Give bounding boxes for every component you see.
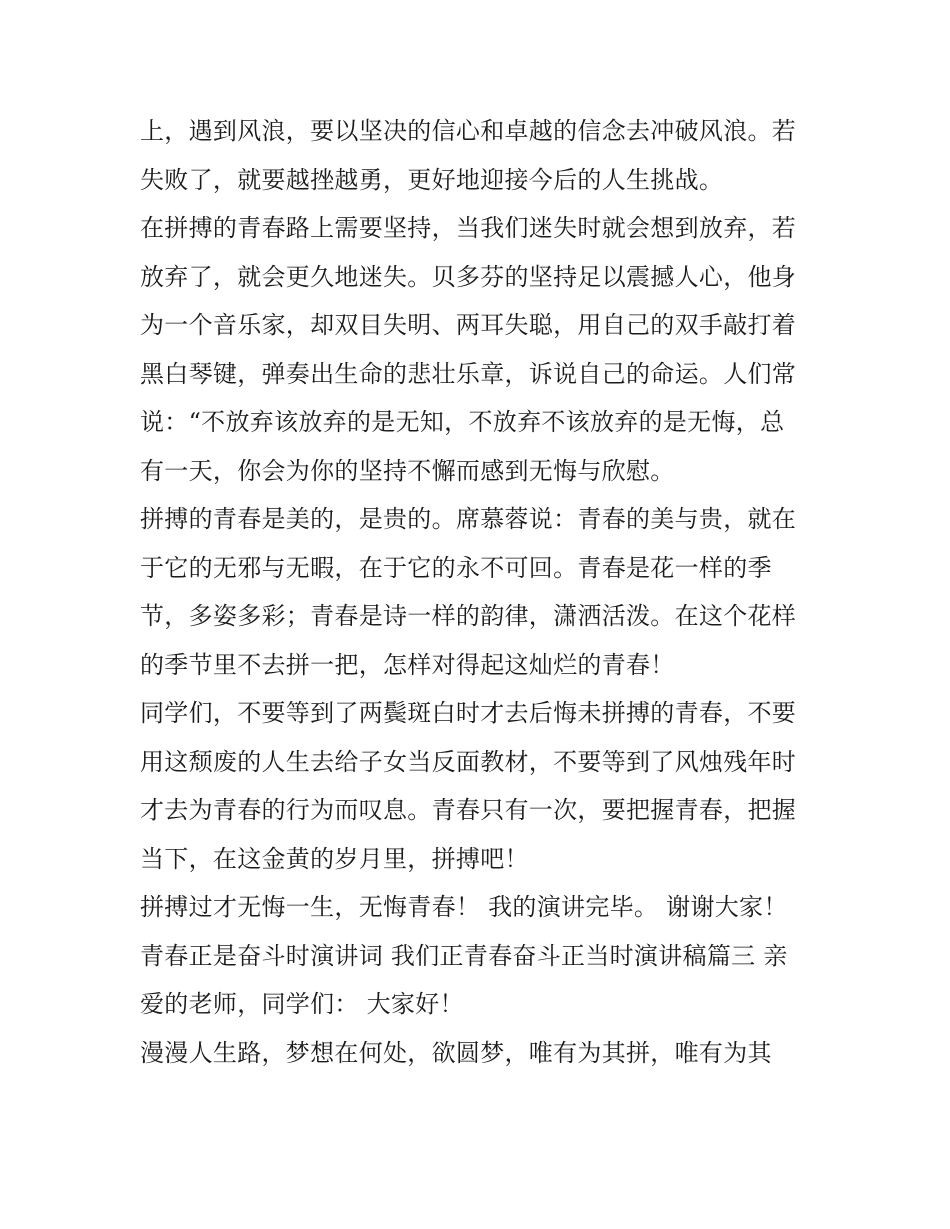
text-line: 拼搏过才无悔一生，无悔青春！ 我的演讲完毕。 谢谢大家！ xyxy=(140,893,788,921)
paragraph-1 xyxy=(140,107,830,204)
text-line: 说：“不放弃该放弃的是无知，不放弃不该放弃的是无悔，总 xyxy=(140,408,785,436)
text-line: 拼搏的青春是美的，是贵的。席慕蓉说：青春的美与贵，就在 xyxy=(140,505,797,533)
text-line: 黑白琴键，弹奏出生命的悲壮乐章，诉说自己的命运。人们常 xyxy=(140,359,797,388)
text-line: 在拼搏的青春路上需要坚持，当我们迷失时就会想到放弃，若 xyxy=(140,214,797,242)
text-line: 当下，在这金黄的岁月里，拼搏吧！ xyxy=(140,844,529,873)
text-line: 才去为青春的行为而叹息。青春只有一次，要把握青春，把握 xyxy=(140,796,797,824)
text-line: 上，遇到风浪，要以坚决的信心和卓越的信念去冲破风浪。若 xyxy=(140,117,797,145)
text-line: 节，多姿多彩；青春是诗一样的韵律，潇洒活泼。在这个花样 xyxy=(140,602,797,630)
paragraph-2 xyxy=(140,204,830,495)
text-line: 放弃了，就会更久地迷失。贝多芬的坚持足以震撼人心，他身 xyxy=(140,262,797,291)
text-line: 为一个音乐家，却双目失明、两耳失聪，用自己的双手敲打着 xyxy=(140,311,797,339)
text-line: 失败了，就要越挫越勇，更好地迎接今后的人生挑战。 xyxy=(140,165,724,194)
paragraph-7 xyxy=(140,1029,830,1078)
text-line: 青春正是奋斗时演讲词 我们正青春奋斗正当时演讲稿篇三 亲 xyxy=(140,941,788,970)
text-line: 漫漫人生路，梦想在何处，欲圆梦，唯有为其拼，唯有为其 xyxy=(140,1038,772,1067)
text-line: 于它的无邪与无暇，在于它的永不可回。青春是花一样的季 xyxy=(140,553,772,582)
paragraph-4 xyxy=(140,689,830,883)
text-line: 有一天，你会为你的坚持不懈而感到无悔与欣慰。 xyxy=(140,456,675,485)
document-body xyxy=(140,107,830,1077)
paragraph-6 xyxy=(140,932,830,1029)
text-line: 的季节里不去拼一把，怎样对得起这灿烂的青春！ xyxy=(140,650,675,679)
text-line: 用这颓废的人生去给子女当反面教材，不要等到了风烛残年时 xyxy=(140,747,797,776)
paragraph-3 xyxy=(140,495,830,689)
text-line: 同学们，不要等到了两鬓斑白时才去后悔未拼搏的青春，不要 xyxy=(140,699,797,727)
text-line: 爱的老师，同学们： 大家好！ xyxy=(140,990,464,1018)
paragraph-5 xyxy=(140,883,830,932)
